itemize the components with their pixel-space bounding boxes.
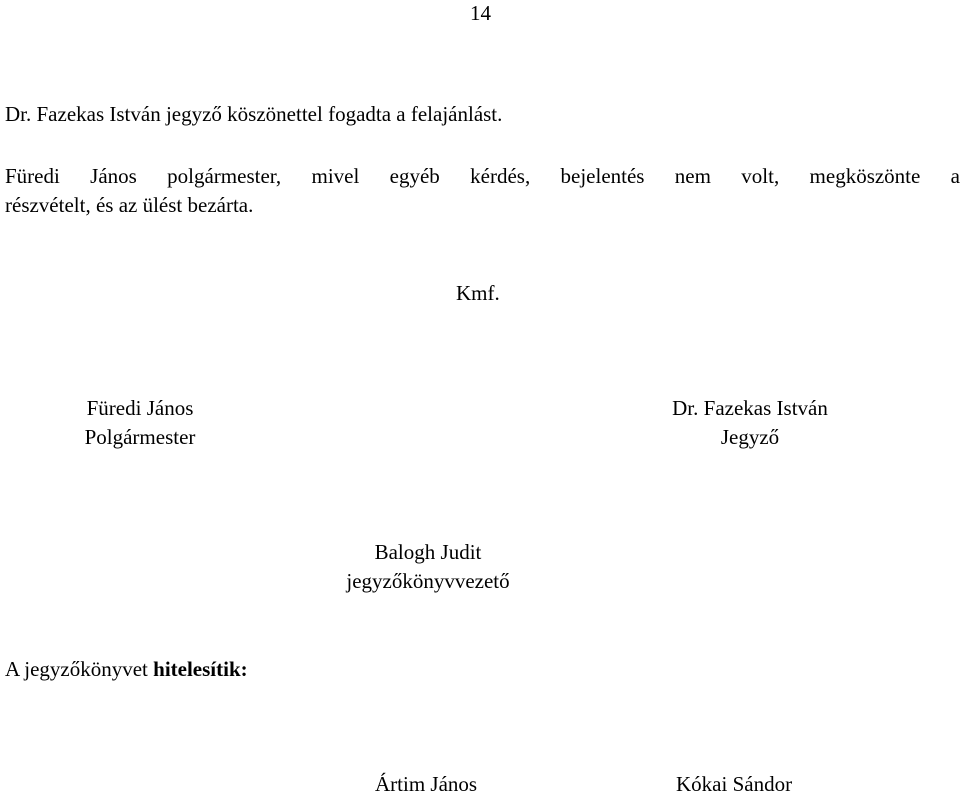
authenticator-1-name: Ártim János: [375, 772, 478, 796]
paragraph-thanks: Dr. Fazekas István jegyző köszönettel fogadta a felajánlást.: [5, 102, 503, 126]
mayor-title: Polgármester: [84, 425, 196, 449]
authenticator-2-name: Kókai Sándor: [676, 772, 793, 796]
authentication-label-bold: hitelesítik:: [153, 657, 248, 681]
notary-name: Dr. Fazekas István: [672, 396, 828, 420]
paragraph-closing-line-2: részvételt, és az ülést bezárta.: [5, 193, 254, 217]
paragraph-closing-line-1: Füredi János polgármester, mivel egyéb kérdés, bejelentés nem volt, megköszönte a: [5, 164, 960, 188]
authentication-label-prefix: A jegyzőkönyvet: [5, 657, 154, 681]
kmf-label: Kmf.: [456, 281, 500, 305]
recorder-title: jegyzőkönyvvezető: [346, 569, 510, 593]
notary-title: Jegyző: [720, 425, 780, 449]
mayor-name: Füredi János: [86, 396, 194, 420]
authentication-label: [5, 659, 248, 680]
recorder-name: Balogh Judit: [374, 540, 482, 564]
page-number: 14: [470, 1, 491, 25]
